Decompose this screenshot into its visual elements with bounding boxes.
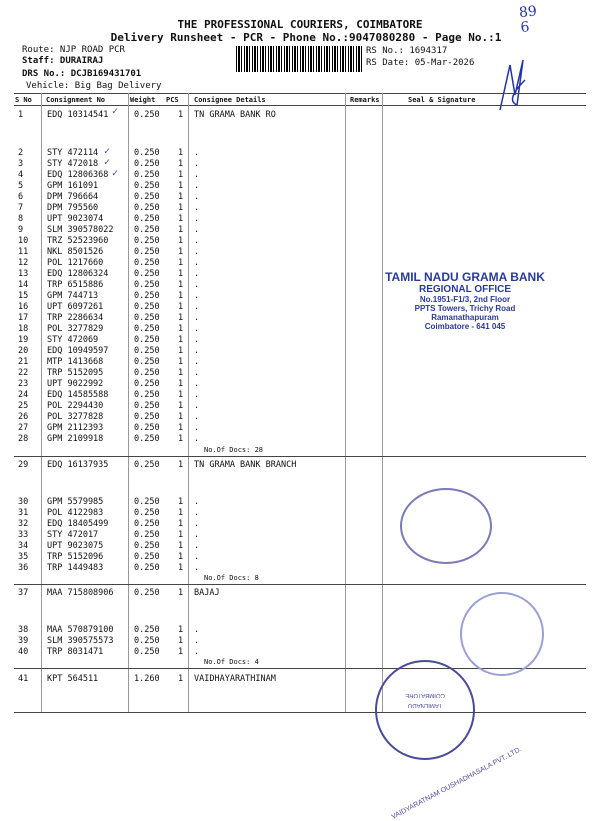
- row-sno: 37: [18, 588, 29, 598]
- row-sno: 20: [18, 346, 29, 356]
- row-consignment: STY 472017: [47, 530, 99, 540]
- row-consignee: .: [194, 401, 200, 411]
- row-consignee: .: [194, 368, 200, 378]
- row-sno: 11: [18, 247, 29, 257]
- row-sno: 21: [18, 357, 29, 367]
- staff: Staff: DURAIRAJ: [22, 56, 104, 66]
- row-consignment: EDQ 16137935: [47, 460, 109, 470]
- row-consignee: .: [194, 280, 200, 290]
- row-weight: 0.250: [134, 258, 160, 268]
- row-sno: 8: [18, 214, 24, 224]
- barcode: [236, 46, 362, 72]
- row-weight: 0.250: [134, 357, 160, 367]
- row-pcs: 1: [178, 302, 184, 312]
- row-weight: 1.260: [134, 674, 160, 684]
- row-consignee: .: [194, 236, 200, 246]
- row-consignment: UPT 9022992: [47, 379, 104, 389]
- row-pcs: 1: [178, 203, 184, 213]
- row-weight: 0.250: [134, 159, 160, 169]
- row-consignment: GPM 161091: [47, 181, 99, 191]
- row-sno: 26: [18, 412, 29, 422]
- row-pcs: 1: [178, 159, 184, 169]
- col-weight: Weight: [130, 96, 156, 104]
- row-consignment: DPM 795560: [47, 203, 99, 213]
- row-consignee: .: [194, 269, 200, 279]
- row-consignment: STY 472114: [47, 148, 99, 158]
- row-pcs: 1: [178, 170, 184, 180]
- row-sno: 22: [18, 368, 29, 378]
- row-sno: 29: [18, 460, 29, 470]
- row-weight: 0.250: [134, 214, 160, 224]
- row-weight: 0.250: [134, 335, 160, 345]
- row-sno: 31: [18, 508, 29, 518]
- row-consignment: GPM 744713: [47, 291, 99, 301]
- row-consignee: .: [194, 335, 200, 345]
- row-consignment: SLM 390575573: [47, 636, 114, 646]
- row-sno: 15: [18, 291, 29, 301]
- row-sno: 5: [18, 181, 24, 191]
- row-weight: 0.250: [134, 225, 160, 235]
- row-pcs: 1: [178, 636, 184, 646]
- round-stamp-2: [460, 592, 544, 676]
- row-weight: 0.250: [134, 269, 160, 279]
- row-weight: 0.250: [134, 302, 160, 312]
- row-weight: 0.250: [134, 390, 160, 400]
- row-weight: 0.250: [134, 625, 160, 635]
- row-weight: 0.250: [134, 148, 160, 158]
- row-consignee: .: [194, 357, 200, 367]
- row-consignment: TRP 2286634: [47, 313, 104, 323]
- drs-number: DRS No.: DCJB169431701: [22, 69, 142, 79]
- row-consignee: .: [194, 563, 200, 573]
- round-stamp-1: [400, 488, 492, 564]
- row-consignment: TRP 6515886: [47, 280, 104, 290]
- col-sno: S No: [15, 96, 32, 104]
- row-consignment: POL 3277829: [47, 324, 104, 334]
- row-pcs: 1: [178, 460, 184, 470]
- row-weight: 0.250: [134, 203, 160, 213]
- row-weight: 0.250: [134, 647, 160, 657]
- row-weight: 0.250: [134, 563, 160, 573]
- row-pcs: 1: [178, 313, 184, 323]
- row-sno: 30: [18, 497, 29, 507]
- row-consignment: POL 3277828: [47, 412, 104, 422]
- row-consignee: .: [194, 225, 200, 235]
- row-consignment: TRP 5152096: [47, 552, 104, 562]
- check-mark: ✓: [112, 168, 119, 179]
- vaidya-stamp: COIMBATORE TAMILNADU: [375, 660, 475, 760]
- row-consignee: VAIDHAYARATHINAM: [194, 674, 276, 684]
- row-pcs: 1: [178, 236, 184, 246]
- row-sno: 41: [18, 674, 29, 684]
- row-consignment: DPM 796664: [47, 192, 99, 202]
- row-consignment: UPT 9023075: [47, 541, 104, 551]
- row-sno: 25: [18, 401, 29, 411]
- row-consignment: STY 472069: [47, 335, 99, 345]
- row-weight: 0.250: [134, 181, 160, 191]
- col-seal: Seal & Signature: [408, 96, 476, 104]
- row-pcs: 1: [178, 357, 184, 367]
- row-weight: 0.250: [134, 530, 160, 540]
- row-consignee: .: [194, 192, 200, 202]
- row-consignment: EDQ 10314541: [47, 110, 109, 120]
- row-pcs: 1: [178, 563, 184, 573]
- col-pcs: PCS: [166, 96, 179, 104]
- check-mark: ✓: [104, 146, 111, 157]
- row-consignee: .: [194, 148, 200, 158]
- row-sno: 36: [18, 563, 29, 573]
- row-weight: 0.250: [134, 401, 160, 411]
- row-consignee: .: [194, 258, 200, 268]
- row-weight: 0.250: [134, 170, 160, 180]
- row-pcs: 1: [178, 247, 184, 257]
- doc-count-2: No.Of Docs: 8: [204, 574, 259, 582]
- row-weight: 0.250: [134, 368, 160, 378]
- row-consignment: MTP 1413668: [47, 357, 104, 367]
- row-consignee: .: [194, 519, 200, 529]
- row-pcs: 1: [178, 552, 184, 562]
- row-consignee: .: [194, 170, 200, 180]
- row-sno: 33: [18, 530, 29, 540]
- row-pcs: 1: [178, 379, 184, 389]
- row-consignment: EDQ 12806368: [47, 170, 109, 180]
- row-pcs: 1: [178, 148, 184, 158]
- row-weight: 0.250: [134, 508, 160, 518]
- company-name: THE PROFESSIONAL COURIERS, COIMBATORE: [177, 18, 423, 31]
- row-weight: 0.250: [134, 280, 160, 290]
- row-sno: 7: [18, 203, 24, 213]
- row-sno: 16: [18, 302, 29, 312]
- row-consignment: EDQ 18405499: [47, 519, 109, 529]
- row-pcs: 1: [178, 625, 184, 635]
- row-weight: 0.250: [134, 346, 160, 356]
- row-sno: 1: [18, 110, 24, 120]
- row-consignee: .: [194, 159, 200, 169]
- row-sno: 40: [18, 647, 29, 657]
- row-consignment: SLM 390578022: [47, 225, 114, 235]
- row-consignee: .: [194, 379, 200, 389]
- row-weight: 0.250: [134, 291, 160, 301]
- vaidya-stamp-ring: VAIDYARATNAM OUSHADHASALA PVT. LTD.: [390, 746, 523, 821]
- runsheet-title: Delivery Runsheet - PCR - Phone No.:9047080280 - Page No.:1: [110, 31, 502, 44]
- row-sno: 24: [18, 390, 29, 400]
- doc-count-3: No.Of Docs: 4: [204, 658, 259, 666]
- row-pcs: 1: [178, 530, 184, 540]
- row-sno: 9: [18, 225, 24, 235]
- row-consignee: BAJAJ: [194, 588, 220, 598]
- row-consignment: MAA 715808906: [47, 588, 114, 598]
- check-mark: ✓: [112, 106, 119, 117]
- row-consignment: TRP 1449483: [47, 563, 104, 573]
- row-weight: 0.250: [134, 588, 160, 598]
- row-consignment: UPT 9023074: [47, 214, 104, 224]
- row-consignee: .: [194, 313, 200, 323]
- row-consignee: .: [194, 497, 200, 507]
- row-consignee: .: [194, 390, 200, 400]
- row-sno: 18: [18, 324, 29, 334]
- row-consignment: STY 472018: [47, 159, 99, 169]
- row-consignment: POL 1217660: [47, 258, 104, 268]
- row-pcs: 1: [178, 214, 184, 224]
- check-mark: ✓: [104, 157, 111, 168]
- row-consignee: .: [194, 214, 200, 224]
- col-consignment: Consignment No: [46, 96, 106, 104]
- row-sno: 23: [18, 379, 29, 389]
- row-pcs: 1: [178, 368, 184, 378]
- row-pcs: 1: [178, 647, 184, 657]
- row-consignee: TN GRAMA BANK BRANCH: [194, 460, 297, 470]
- row-pcs: 1: [178, 519, 184, 529]
- row-consignee: .: [194, 647, 200, 657]
- row-sno: 38: [18, 625, 29, 635]
- vehicle: Vehicle: Big Bag Delivery: [26, 81, 162, 91]
- row-pcs: 1: [178, 434, 184, 444]
- row-sno: 12: [18, 258, 29, 268]
- col-consignee: Consignee Details: [194, 96, 266, 104]
- rs-number: RS No.: 1694317: [366, 46, 448, 56]
- row-consignment: GPM 2112393: [47, 423, 104, 433]
- row-pcs: 1: [178, 291, 184, 301]
- row-consignment: TRP 8031471: [47, 647, 104, 657]
- row-weight: 0.250: [134, 519, 160, 529]
- bank-stamp: TAMIL NADU GRAMA BANK REGIONAL OFFICE No.1951-F1/3, 2nd Floor PPTS Towers, Trichy Road Ramanathapuram Coimbatore - 641 045: [385, 270, 545, 331]
- row-pcs: 1: [178, 674, 184, 684]
- row-consignee: .: [194, 541, 200, 551]
- row-pcs: 1: [178, 258, 184, 268]
- rs-date: RS Date: 05-Mar-2026: [366, 58, 475, 68]
- row-consignment: NKL 8501526: [47, 247, 104, 257]
- row-weight: 0.250: [134, 434, 160, 444]
- row-weight: 0.250: [134, 552, 160, 562]
- row-consignment: MAA 570879100: [47, 625, 114, 635]
- row-consignee: .: [194, 508, 200, 518]
- row-consignment: EDQ 10949597: [47, 346, 109, 356]
- row-sno: 27: [18, 423, 29, 433]
- row-consignment: GPM 2109918: [47, 434, 104, 444]
- row-consignment: TRP 5152095: [47, 368, 104, 378]
- row-pcs: 1: [178, 346, 184, 356]
- col-remarks: Remarks: [350, 96, 380, 104]
- row-consignee: .: [194, 203, 200, 213]
- row-sno: 32: [18, 519, 29, 529]
- row-sno: 28: [18, 434, 29, 444]
- row-consignee: .: [194, 302, 200, 312]
- row-consignee: .: [194, 552, 200, 562]
- row-consignment: UPT 6097261: [47, 302, 104, 312]
- row-sno: 39: [18, 636, 29, 646]
- row-consignee: .: [194, 412, 200, 422]
- row-weight: 0.250: [134, 412, 160, 422]
- row-consignee: .: [194, 181, 200, 191]
- row-pcs: 1: [178, 335, 184, 345]
- row-pcs: 1: [178, 225, 184, 235]
- row-weight: 0.250: [134, 541, 160, 551]
- row-pcs: 1: [178, 541, 184, 551]
- signature-scribble: [495, 55, 535, 115]
- row-consignee: TN GRAMA BANK RO: [194, 110, 276, 120]
- row-pcs: 1: [178, 390, 184, 400]
- row-consignment: KPT 564511: [47, 674, 99, 684]
- row-pcs: 1: [178, 192, 184, 202]
- row-weight: 0.250: [134, 247, 160, 257]
- row-consignee: .: [194, 291, 200, 301]
- row-pcs: 1: [178, 588, 184, 598]
- row-consignment: POL 2294430: [47, 401, 104, 411]
- row-sno: 6: [18, 192, 24, 202]
- row-sno: 3: [18, 159, 24, 169]
- row-sno: 17: [18, 313, 29, 323]
- row-consignee: .: [194, 434, 200, 444]
- row-consignee: .: [194, 247, 200, 257]
- row-weight: 0.250: [134, 379, 160, 389]
- row-sno: 14: [18, 280, 29, 290]
- row-consignee: .: [194, 346, 200, 356]
- row-pcs: 1: [178, 412, 184, 422]
- row-sno: 4: [18, 170, 24, 180]
- row-consignee: .: [194, 636, 200, 646]
- row-sno: 34: [18, 541, 29, 551]
- row-pcs: 1: [178, 181, 184, 191]
- row-pcs: 1: [178, 269, 184, 279]
- route: Route: NJP ROAD PCR: [22, 45, 125, 55]
- row-pcs: 1: [178, 110, 184, 120]
- row-consignee: .: [194, 625, 200, 635]
- row-consignment: POL 4122983: [47, 508, 104, 518]
- row-consignee: .: [194, 530, 200, 540]
- row-sno: 13: [18, 269, 29, 279]
- row-sno: 19: [18, 335, 29, 345]
- row-consignee: .: [194, 324, 200, 334]
- row-pcs: 1: [178, 324, 184, 334]
- row-consignment: TRZ 52523960: [47, 236, 109, 246]
- row-sno: 2: [18, 148, 24, 158]
- row-consignee: .: [194, 423, 200, 433]
- row-pcs: 1: [178, 423, 184, 433]
- row-weight: 0.250: [134, 460, 160, 470]
- row-pcs: 1: [178, 401, 184, 411]
- row-pcs: 1: [178, 280, 184, 290]
- row-sno: 10: [18, 236, 29, 246]
- row-sno: 35: [18, 552, 29, 562]
- row-weight: 0.250: [134, 636, 160, 646]
- row-pcs: 1: [178, 508, 184, 518]
- row-consignment: GPM 5579985: [47, 497, 104, 507]
- row-consignment: EDQ 14585588: [47, 390, 109, 400]
- row-pcs: 1: [178, 497, 184, 507]
- row-weight: 0.250: [134, 497, 160, 507]
- handwritten-page-note: 89 6: [518, 3, 538, 37]
- row-weight: 0.250: [134, 192, 160, 202]
- row-weight: 0.250: [134, 110, 160, 120]
- row-consignment: EDQ 12806324: [47, 269, 109, 279]
- doc-count-1: No.Of Docs: 28: [204, 446, 264, 454]
- row-weight: 0.250: [134, 236, 160, 246]
- row-weight: 0.250: [134, 324, 160, 334]
- row-weight: 0.250: [134, 313, 160, 323]
- row-weight: 0.250: [134, 423, 160, 433]
